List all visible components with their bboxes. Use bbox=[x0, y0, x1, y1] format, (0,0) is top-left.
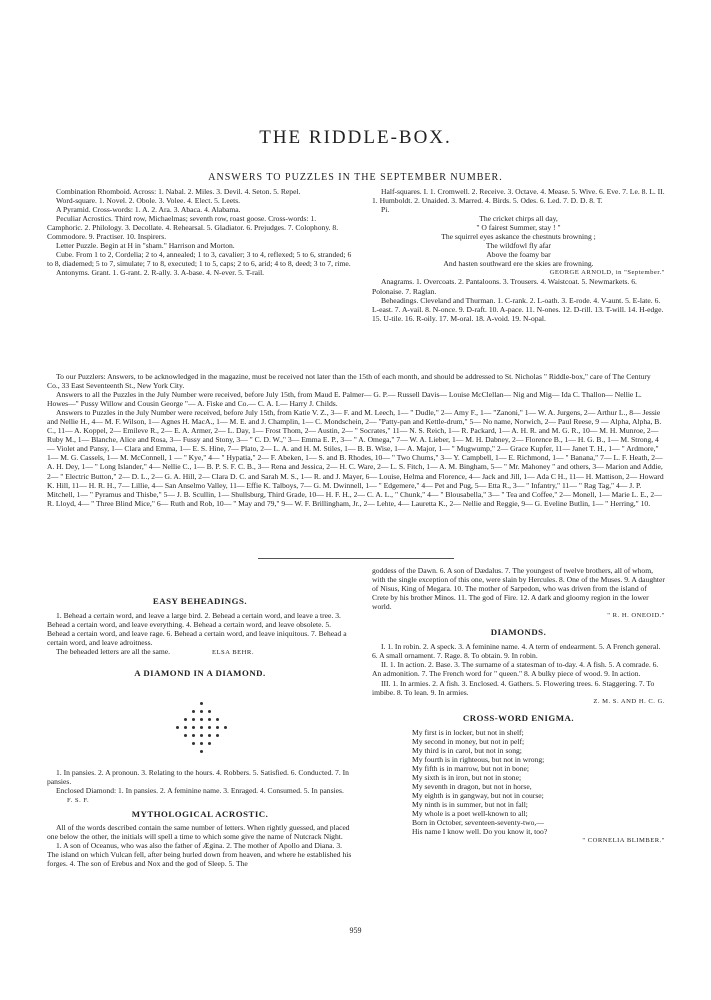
answer-paragraph: Antonyms. Grant. 1. G-rant. 2. R-ally. 3. A-base. 4. N-ever. 5. T-rail. bbox=[56, 268, 265, 278]
easy-beheadings-title: EASY BEHEADINGS. bbox=[152, 596, 248, 606]
puzzle-text: All of the words described contain the same number of letters. When rightly guessed, and placed one below the other, the initials will spell a time to which some give the name of Nutcrack Night. bbox=[47, 822, 350, 841]
diamond-dot bbox=[224, 726, 227, 729]
diamond-dot bbox=[216, 734, 219, 737]
verse-line: My whole is a poet well-known to all; bbox=[412, 809, 528, 819]
section-divider bbox=[258, 558, 454, 559]
answer-paragraph: Half-squares. I. 1. Cromwell. 2. Receive. 3. Octave. 4. Mease. 5. Wive. 6. Eve. 7. Le. 8. L. II. 1. Humboldt. 2. Unaided. 3. Marred. 4. Birds. 5. Odes. 6. Led. 7. D. D. 8. T. bbox=[372, 187, 665, 206]
verse-line: My fourth is in righteous, but not in wrong; bbox=[412, 754, 545, 764]
puzzles-right-column bbox=[372, 566, 665, 845]
poem-line: " O fairest Summer, stay ! " bbox=[476, 223, 561, 233]
diamond-dot bbox=[216, 726, 219, 729]
diamond-dot bbox=[192, 726, 195, 729]
diamond-dot bbox=[208, 718, 211, 721]
notice-paragraph: To our Puzzlers: Answers, to be acknowledged in the magazine, must be received not later than the 15th of each month, and should be addressed to St. Nicholas " Riddle-box," care of The Century Co., 33 East Seventeenth St., New York City. bbox=[47, 372, 651, 391]
diamond-dot bbox=[184, 734, 187, 737]
puzzle-text: I. 1. In robin. 2. A speck. 3. A feminine name. 4. A term of endearment. 5. A French general. 6. A small ornament. 7. Rage. 8. To obtain. 9. In robin. bbox=[372, 642, 661, 661]
puzzle-text-span: Enclosed Diamond: 1. In pansies. 2. A feminine name. 3. Enraged. 4. Consumed. 5. In pansies. bbox=[56, 786, 344, 796]
puzzle-text: 1. A son of Oceanus, who was also the father of Ægina. 2. The mother of Apollo and Diana. 3. The island on which Vulcan fell, after being hurled down from heaven, and where he established his forges. 4. The son of Erebus and Nox and the god of Sleep. 5. The bbox=[47, 840, 352, 868]
diamond-dot bbox=[208, 734, 211, 737]
answer-paragraph: A Pyramid. Cross-words: 1. A. 2. Ara. 3. Abaca. 4. Alabama. bbox=[56, 205, 241, 215]
page-number: 959 bbox=[349, 926, 362, 935]
diamond-dot bbox=[200, 734, 203, 737]
puzzles-left-column bbox=[47, 597, 353, 868]
poem-line: The cricket chirps all day, bbox=[479, 214, 558, 224]
diamond-dot bbox=[200, 726, 203, 729]
diamond-dot bbox=[192, 718, 195, 721]
notice-paragraph: Answers to Puzzles in the July Number were received, before July 15th, from Katie V. Z., 3— F. and M. Leech, 1— " Dudle," 2— Amy F., 1— "Zanoni," 1— W. A. Jurgens, 2— Arthur L., 8— Jessie and Nellie H., 4— M. F. Wilson, 1— Agnes H. MacA., 1— M. E. and J. Champlin, 1— C. Mondschein, 2— "Patty-pan and Kettle-drum," 5— No name, Norwich, 2— Paul Reese, 9 — Alpha, Alpha, B. C., 11— A. Koppel, 2— Emileve R., 2— E. A. Armer, 2— L. Day, 1— Frost Thom, 2— Austin, 2— " Socrates," 11— N. S. Reich, 1— R. Packard, 1— A. H. R. and M. G. R., 10— M. H. Munroe, 2— Ruby M., 1— Blanche, Alice and Rosa, 3— Fussy and Stony, 3— " C. D. W.," 3— Emma E. P., 3— " A. Omega," 7— W. A. Lieber, 1— M. H. Dabney, 2— Florence B., 1— H. G. B., 1— M. Strong, 4— Violet and Pansy, 1— Clara and Emma, 1— E. S. Hine, 7— Plato, 2— L. A. and H. M. Stiles, 1— B. B. Wise, 1— A. Major, 1— " Mugwump," 2— Grace Kupfer, 11— Janet T. H., 1— " Ardmore," 1— M. G. Cassels, 1— M. McConnell, 1 — " Kye," 4— " Hypatia," 2— F. Abeken, 1— S. and B. Rhodes, 10— " Two Chums," 3— Y. Campbell, 1— E. Richmond, 1— " Banana," 7— L. F. Heath, 2— A. H. Dey, 1— " Long Islander," 4— Nellie C., 1— B. P. S. F. C. B., 3— Rena and Jessica, 2— H. C. Ware, 2— L. S. Fitch, 1— A. M. Bingham, 5— " Mr. Mahoney " and others, 3— Marion and Addie, 2— " Electric Button," 2— D. L., 2— G. A. Hill, 2— Clara D. C. and Sarah M. S., 1— R. and J. Mayer, 6— Louise, Helma and Florence, 4— Jack and Jill, 1— Ada C H., 11— H. Mattison, 2— Howard K. Hill, 11— H. R. H., 7— Lillie, 4— San Anselmo Valley, 11— Effie K. Talboys, 7— G. M. Dwinnell, 1— " Edgemere," 4— Pet and Pug, 5— Etta R., 3— " Infantry," 11— " Rag Tag," 4— J. P. Mitchell, 1— " Pyramus and Thisbe," 5— J. B. Scullin, 1— Shullsburg, Third Grade, 10— H. F. H., 2— C. A. L., " Chunk," 4— " Blousabella," 3— " Tea and Coffee," 2— Monell, 1— Marie L. E., 2— R. Lloyd, 4— " Three Blind Mice," 6— Ruth and Rob, 10— " May and 79," 9— W. F. Brillingham, Jr., 2— Lehte, 4— Lauretta K., 2— Nellie and Reggie, 9— G. Eveline Butlin, 1— " Herring," 10. bbox=[47, 408, 664, 508]
verse-line: My first is in locker, but not in shelf; bbox=[412, 727, 524, 737]
answer-paragraph: Pi. bbox=[381, 205, 390, 215]
answer-paragraph: Beheadings. Cleveland and Thurman. 1. C-rank. 2. L-oath. 3. E-rode. 4. V-aunt. 5. E-late. 6. L-east. 7. A-vail. 8. N-once. 9. D-raft. 10. A-pace. 11. N-ones. 12. D-rill. 13. T-will. 14. H-edge. 15. U-tile. 16. R-oily. 17. M-oral. 18. A-void. 19. N-opal. bbox=[372, 295, 664, 323]
puzzle-text: 1. Behead a certain word, and leave a large bird. 2. Behead a certain word, and leave a tree. 3. Behead a certain word, and leave everything. 4. Behead a certain word, and leave obsolete. 5. Behead a certain word, and leave rage. 6. Behead a certain word, and leave iniquitous. 7. Behead a certain word, and leave adroitness. bbox=[47, 611, 347, 648]
mythological-acrostic-title: MYTHOLOGICAL ACROSTIC. bbox=[131, 808, 269, 819]
diamond-in-diamond-title: A DIAMOND IN A DIAMOND. bbox=[134, 668, 266, 679]
diamond-dot bbox=[200, 742, 203, 745]
puzzle-text: 1. In pansies. 2. A pronoun. 3. Relating to the hours. 4. Robbers. 5. Satisfied. 6. Conducted. 7. In pansies. bbox=[47, 768, 349, 787]
puzzle-text: III. 1. In armies. 2. A fish. 3. Enclosed. 4. Gathers. 5. Flowering trees. 6. Staggering. 7. To imbibe. 8. To lean. 9. In armies. bbox=[372, 678, 655, 697]
answer-paragraph: Word-square. 1. Novel. 2. Obole. 3. Volee. 4. Elect. 5. Leets. bbox=[56, 196, 241, 206]
answers-left-column bbox=[47, 187, 353, 277]
diamond-dot bbox=[176, 726, 179, 729]
puzzle-text-span: The beheaded letters are all the same. bbox=[56, 647, 171, 657]
poem-line: The squirrel eyes askance the chestnuts browning ; bbox=[441, 232, 596, 242]
verse-line: His name I know well. Do you know it, too? bbox=[412, 827, 548, 837]
diamond-dot bbox=[184, 726, 187, 729]
puzzle-signature: ELSA BEHR. bbox=[211, 649, 254, 657]
puzzle-text bbox=[47, 786, 353, 805]
diamond-dot bbox=[192, 710, 195, 713]
answers-heading: ANSWERS TO PUZZLES IN THE SEPTEMBER NUMBER. bbox=[208, 172, 503, 183]
verse-line: My ninth is in summer, but not in fall; bbox=[412, 800, 528, 810]
verse-line: Born in October, seventeen-seventy-two,— bbox=[412, 818, 544, 828]
verse-line: My seventh in dragon, but not in horse, bbox=[412, 781, 532, 791]
answer-paragraph: Letter Puzzle. Begin at H in "sham." Harrison and Morton. bbox=[56, 241, 235, 251]
answer-paragraph: Peculiar Acrostics. Third row, Michaelmas; seventh row, roast goose. Cross-words: 1. Camphoric. 2. Philology. 3. Decollate. 4. Rehearsal. 5. Gladiator. 6. Prejudges. 7. Colophony. 8. Commodore. 9. Practiser. 10. Inspirers. bbox=[47, 214, 339, 242]
notice-paragraph: Answers to all the Puzzles in the July Number were received, before July 15th, from Maud E. Palmer— G. P.— Russell Davis— Louise McClellan— Nig and Mig— Ida C. Thallon— Nellie L. Howes—" Pussy Willow and Cousin George "— A. Fiske and Co.— C. A. I.— Harry J. Childs. bbox=[47, 390, 642, 409]
diamond-dot bbox=[200, 702, 203, 705]
diamond-figure bbox=[47, 702, 353, 764]
diamond-dot bbox=[192, 734, 195, 737]
verse-line: My fifth is in marrow, but not in bone; bbox=[412, 763, 529, 773]
puzzle-signature: " R. H. ONEOID." bbox=[607, 612, 665, 620]
pi-poem bbox=[372, 214, 665, 268]
diamond-dot bbox=[208, 710, 211, 713]
enigma-verse bbox=[372, 728, 665, 837]
poem-line: The wildfowl fly afar bbox=[485, 241, 552, 251]
diamond-dot bbox=[200, 750, 203, 753]
diamond-dot bbox=[200, 718, 203, 721]
verse-line: My second in money, but not in pelf; bbox=[412, 736, 525, 746]
diamond-dot bbox=[192, 742, 195, 745]
diamond-dot bbox=[208, 742, 211, 745]
answers-right-column bbox=[372, 187, 665, 323]
cross-word-enigma-title: CROSS-WORD ENIGMA. bbox=[462, 712, 575, 723]
puzzle-text: II. 1. In action. 2. Base. 3. The surname of a statesman of to-day. 4. A fish. 5. A comrade. 6. An admonition. 7. The French word for " queen." 8. A bulky piece of wood. 9. In action. bbox=[372, 660, 659, 679]
verse-line: My eighth is in gangway, but not in course; bbox=[412, 791, 544, 801]
verse-line: My sixth is in iron, but not in stone; bbox=[412, 772, 522, 782]
puzzle-text: goddess of the Dawn. 6. A son of Dædalus. 7. The youngest of twelve brothers, all of whom, with the single exception of this one, were slain by Hercules. 8. One of the Muses. 9. A daughter of Nisus, King of Megara. 10. The mother of Sarpedon, who was driven from the island of Crete by his brother Minos. 11. The god of Fire. 12. A dark and gloomy region in the lower world. bbox=[372, 566, 665, 612]
puzzlers-notice bbox=[47, 372, 664, 508]
page-title: THE RIDDLE-BOX. bbox=[259, 127, 452, 148]
diamond-dot bbox=[184, 718, 187, 721]
answer-paragraph: Anagrams. 1. Overcoats. 2. Pantaloons. 3. Trousers. 4. Waistcoat. 5. Newmarkets. 6. Polonaise. 7. Raglan. bbox=[372, 277, 637, 296]
poem-line: Above the foamy bar bbox=[486, 250, 551, 260]
verse-line: My third is in carol, but not in song; bbox=[412, 745, 522, 755]
poem-signature: GEORGE ARNOLD, in "September." bbox=[549, 269, 665, 277]
diamond-dot bbox=[208, 726, 211, 729]
poem-line: And hasten southward ere the skies are frowning. bbox=[443, 259, 594, 269]
diamond-dot bbox=[216, 718, 219, 721]
diamond-dot bbox=[200, 710, 203, 713]
puzzle-signature: F. S. F. bbox=[67, 797, 90, 805]
diamonds-title: DIAMONDS. bbox=[490, 627, 547, 638]
answer-paragraph: Cube. From 1 to 2, Cordelia; 2 to 4, annealed; 1 to 3, cavalier; 3 to 4, reflexed; 5 to 6, stranded; 6 to 8, diademed; 5 to 7, simulate; 7 to 8, executed; 1 to 5, caps; 2 to 6, arid; 4 to 8, deed; 3 to 7, rime. bbox=[47, 250, 352, 269]
answer-paragraph: Combination Rhomboid. Across: 1. Nabal. 2. Miles. 3. Devil. 4. Seton. 5. Repel. bbox=[56, 187, 301, 196]
puzzle-text bbox=[47, 647, 353, 657]
puzzle-signature: " CORNELIA BLIMBER." bbox=[582, 837, 665, 845]
puzzle-signature: Z. M. S. AND H. C. G. bbox=[593, 697, 665, 705]
